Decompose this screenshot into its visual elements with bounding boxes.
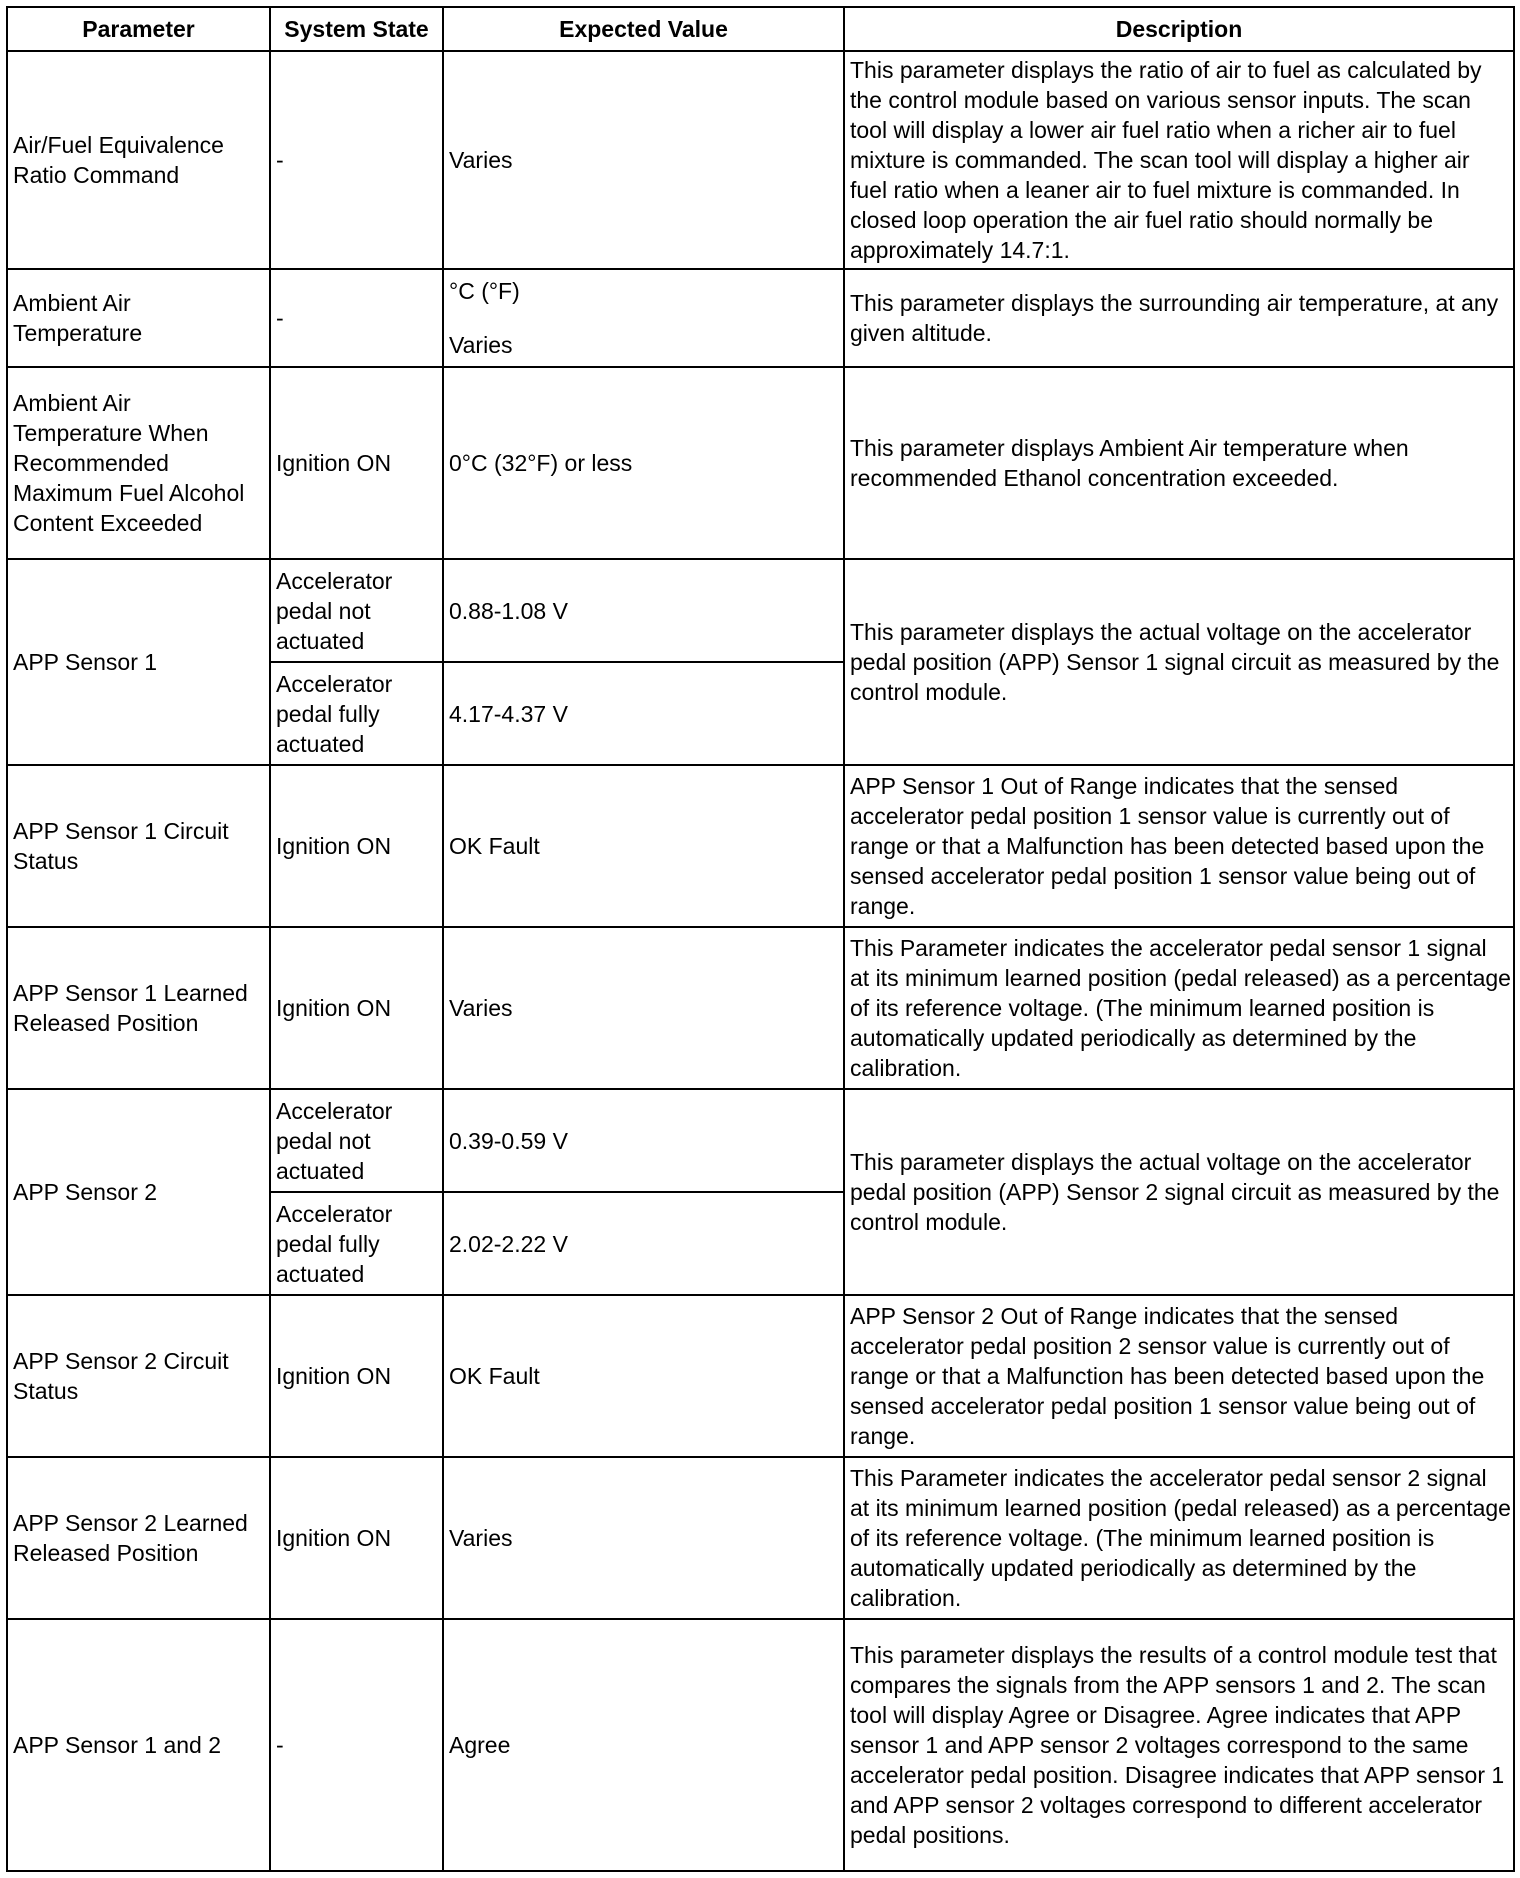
description-cell: This parameter displays the actual voltage on the accelerator pedal position (APP) Sensor 2 signal circuit as measured by the control module. (844, 1089, 1514, 1295)
header-expected-value: Expected Value (443, 7, 844, 51)
description-cell: This parameter displays the actual voltage on the accelerator pedal position (APP) Sensor 1 signal circuit as measured by the control module. (844, 559, 1514, 765)
table-row (7, 1295, 1514, 1457)
table-row (7, 765, 1514, 927)
description-cell: This parameter displays the results of a control module test that compares the signals from the APP sensors 1 and 2. The scan tool will display Agree or Disagree. Agree indicates that APP sensor 1 and APP sensor 2 voltages correspond to the same accelerator pedal position. Disagree indicates that APP sensor 1 and APP sensor 2 voltages correspond to different accelerator pedal positions. (844, 1619, 1514, 1871)
system-state-cell: Accelerator pedal fully actuated (270, 1192, 443, 1295)
description-cell: This parameter displays Ambient Air temperature when recommended Ethanol concentration exceeded. (844, 367, 1514, 559)
description-cell: APP Sensor 2 Out of Range indicates that the sensed accelerator pedal position 2 sensor value is currently out of range or that a Malfunction has been detected based upon the sensed accelerator pedal position 1 sensor value being out of range. (844, 1295, 1514, 1457)
table-row (7, 1457, 1514, 1619)
table-row (7, 559, 1514, 662)
expected-value-cell: 2.02-2.22 V (443, 1192, 844, 1295)
expected-value-cell: 0.39-0.59 V (443, 1089, 844, 1192)
system-state-cell: Ignition ON (270, 927, 443, 1089)
description-cell: This Parameter indicates the accelerator pedal sensor 1 signal at its minimum learned position (pedal released) as a percentage of its reference voltage. (The minimum learned position is automatically updated periodically as determined by the calibration. (844, 927, 1514, 1089)
expected-unit: °C (°F) (449, 278, 520, 304)
parameter-cell: APP Sensor 1 Learned Released Position (7, 927, 270, 1089)
parameter-cell: APP Sensor 2 Circuit Status (7, 1295, 270, 1457)
expected-value-cell: 4.17-4.37 V (443, 662, 844, 765)
description-cell: This parameter displays the surrounding air temperature, at any given altitude. (844, 269, 1514, 367)
system-state-cell: - (270, 1619, 443, 1871)
system-state-cell: Ignition ON (270, 1457, 443, 1619)
table-row (7, 1619, 1514, 1871)
parameter-cell: Ambient Air Temperature (7, 269, 270, 367)
system-state-cell: Accelerator pedal not actuated (270, 559, 443, 662)
parameter-table (6, 6, 1515, 1872)
parameter-cell: APP Sensor 1 (7, 559, 270, 765)
system-state-cell: - (270, 269, 443, 367)
parameter-cell: APP Sensor 2 Learned Released Position (7, 1457, 270, 1619)
header-description: Description (844, 7, 1514, 51)
table-row (7, 367, 1514, 559)
system-state-cell: - (270, 51, 443, 269)
parameter-cell: APP Sensor 2 (7, 1089, 270, 1295)
system-state-cell: Accelerator pedal not actuated (270, 1089, 443, 1192)
system-state-cell: Accelerator pedal fully actuated (270, 662, 443, 765)
parameter-cell: APP Sensor 1 Circuit Status (7, 765, 270, 927)
expected-value-cell: 0°C (32°F) or less (443, 367, 844, 559)
table-row (7, 927, 1514, 1089)
system-state-cell: Ignition ON (270, 765, 443, 927)
expected-value-cell: Agree (443, 1619, 844, 1871)
header-system-state: System State (270, 7, 443, 51)
system-state-cell: Ignition ON (270, 367, 443, 559)
table-row (7, 51, 1514, 269)
expected-value: Varies (449, 332, 513, 358)
expected-value-cell: OK Fault (443, 765, 844, 927)
parameter-cell: Air/Fuel Equivalence Ratio Command (7, 51, 270, 269)
description-cell: APP Sensor 1 Out of Range indicates that the sensed accelerator pedal position 1 sensor value is currently out of range or that a Malfunction has been detected based upon the sensed accelerator pedal position 1 sensor value being out of range. (844, 765, 1514, 927)
table-row (7, 269, 1514, 367)
expected-value-cell (443, 269, 844, 367)
parameter-cell: APP Sensor 1 and 2 (7, 1619, 270, 1871)
description-cell: This parameter displays the ratio of air to fuel as calculated by the control module based on various sensor inputs. The scan tool will display a lower air fuel ratio when a richer air to fuel mixture is commanded. The scan tool will display a higher air fuel ratio when a leaner air to fuel mixture is commanded. In closed loop operation the air fuel ratio should normally be approximately 14.7:1. (844, 51, 1514, 269)
description-cell: This Parameter indicates the accelerator pedal sensor 2 signal at its minimum learned position (pedal released) as a percentage of its reference voltage. (The minimum learned position is automatically updated periodically as determined by the calibration. (844, 1457, 1514, 1619)
header-parameter: Parameter (7, 7, 270, 51)
table-row (7, 1089, 1514, 1192)
document-page (6, 6, 1515, 1872)
expected-value-cell: Varies (443, 51, 844, 269)
expected-value-cell: Varies (443, 927, 844, 1089)
expected-value-cell: 0.88-1.08 V (443, 559, 844, 662)
system-state-cell: Ignition ON (270, 1295, 443, 1457)
expected-value-cell: Varies (443, 1457, 844, 1619)
table-header-row (7, 7, 1514, 51)
expected-value-cell: OK Fault (443, 1295, 844, 1457)
parameter-cell: Ambient Air Temperature When Recommended Maximum Fuel Alcohol Content Exceeded (7, 367, 270, 559)
